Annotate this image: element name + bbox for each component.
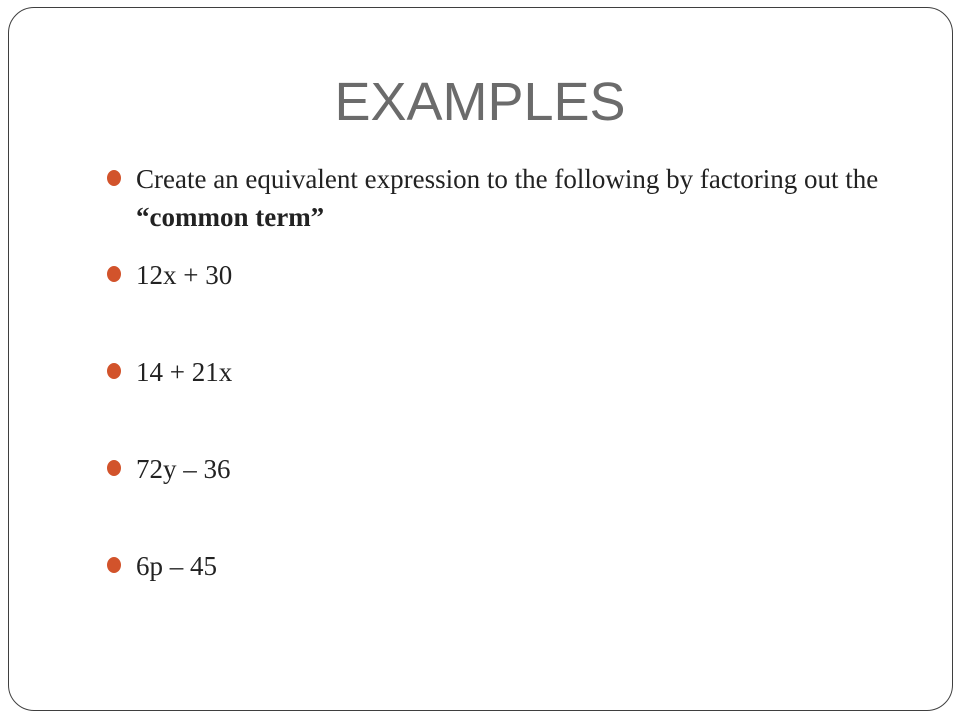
- bullet-dot-icon: [107, 363, 121, 379]
- bullet-item-expression-1: [107, 256, 232, 294]
- common-term-text: “common term”: [136, 202, 325, 232]
- bullet-dot-icon: [107, 460, 121, 476]
- bullet-dot-icon: [107, 557, 121, 573]
- expression-text: 14 + 21x: [136, 357, 233, 387]
- instruction-text: Create an equivalent expression to the following by factoring out the: [136, 164, 879, 194]
- bullet-item-expression-3: [107, 450, 231, 488]
- bullet-item-expression-2: [107, 353, 232, 391]
- expression-text: 6p – 45: [136, 551, 217, 581]
- expression-text: 72y – 36: [136, 454, 231, 484]
- bullet-dot-icon: [107, 170, 121, 186]
- slide-title: EXAMPLES: [334, 72, 626, 132]
- expression-text: 12x + 30: [136, 260, 233, 290]
- bullet-item-expression-4: [107, 547, 217, 585]
- bullet-item-instructions: [107, 160, 907, 236]
- bullet-dot-icon: [107, 266, 121, 282]
